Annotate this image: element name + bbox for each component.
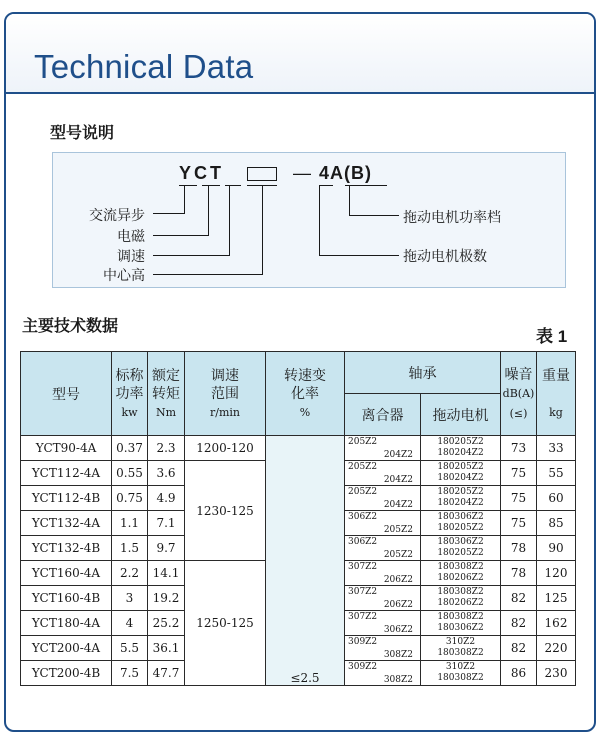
cell-torque: 7.1	[148, 511, 185, 536]
header-power-unit: kw	[121, 405, 138, 419]
motor-bearing-1: 180306Z2	[437, 512, 484, 522]
cell-torque: 4.9	[148, 486, 185, 511]
cell-bearing-clutch	[345, 536, 421, 561]
underline-c	[202, 185, 220, 186]
connector-line	[153, 213, 185, 214]
cell-bearing-clutch	[345, 561, 421, 586]
cell-noise: 73	[501, 436, 537, 461]
motor-bearing-2: 180204Z2	[437, 448, 484, 458]
cell-model: YCT112-4B	[21, 486, 112, 511]
header-bearing-clutch: 离合器	[345, 394, 421, 436]
motor-bearing-2: 180306Z2	[437, 623, 484, 633]
motor-bearing-1: 180308Z2	[437, 562, 484, 572]
header-speed-range-line1: 调速	[211, 366, 239, 383]
connector-line	[319, 185, 320, 255]
cell-weight: 120	[537, 561, 576, 586]
cell-power: 5.5	[112, 636, 148, 661]
cell-model: YCT200-4B	[21, 661, 112, 686]
model-explanation-heading: 型号说明	[50, 125, 115, 142]
cell-model: YCT180-4A	[21, 611, 112, 636]
model-code-prefix: YCT	[179, 163, 224, 183]
connector-line	[153, 255, 230, 256]
clutch-bearing-2: 204Z2	[383, 450, 413, 460]
connector-line	[229, 185, 230, 255]
cell-model: YCT90-4A	[21, 436, 112, 461]
clutch-bearing-2: 308Z2	[383, 675, 413, 685]
header-speed-range-unit: r/min	[210, 405, 240, 419]
header-speed-var-line2: 化率	[291, 384, 319, 401]
cell-weight: 90	[537, 536, 576, 561]
cell-bearing-motor	[421, 611, 501, 636]
cell-noise: 82	[501, 611, 537, 636]
cell-torque: 19.2	[148, 586, 185, 611]
motor-bearing-1: 180205Z2	[437, 487, 484, 497]
motor-bearing-1: 180308Z2	[437, 587, 484, 597]
header-torque	[148, 352, 185, 436]
clutch-bearing-2: 308Z2	[383, 650, 413, 660]
cell-torque: 9.7	[148, 536, 185, 561]
clutch-bearing-1: 307Z2	[348, 562, 378, 572]
cell-power: 0.75	[112, 486, 148, 511]
cell-torque: 47.7	[148, 661, 185, 686]
cell-bearing-motor	[421, 436, 501, 461]
header-speed-variation	[266, 352, 345, 436]
cell-bearing-motor	[421, 586, 501, 611]
cell-noise: 78	[501, 561, 537, 586]
motor-bearing-2: 180206Z2	[437, 598, 484, 608]
clutch-bearing-1: 306Z2	[348, 512, 378, 522]
model-code-diagram	[52, 152, 566, 288]
clutch-bearing-2: 306Z2	[383, 625, 413, 635]
cell-bearing-clutch	[345, 486, 421, 511]
label-center-height: 中心高	[103, 267, 145, 283]
cell-model: YCT112-4A	[21, 461, 112, 486]
cell-power: 4	[112, 611, 148, 636]
clutch-bearing-1: 307Z2	[348, 612, 378, 622]
cell-bearing-motor	[421, 536, 501, 561]
cell-weight: 33	[537, 436, 576, 461]
header-torque-unit: Nm	[155, 405, 177, 419]
header-noise	[501, 352, 537, 436]
clutch-bearing-1: 205Z2	[348, 462, 378, 472]
cell-model: YCT132-4A	[21, 511, 112, 536]
cell-model: YCT160-4A	[21, 561, 112, 586]
cell-bearing-clutch	[345, 436, 421, 461]
label-speed-regulation: 调速	[117, 248, 145, 264]
label-electromagnetic: 电磁	[117, 228, 145, 244]
cell-noise: 78	[501, 536, 537, 561]
underline-y	[179, 185, 197, 186]
cell-power: 0.37	[112, 436, 148, 461]
motor-bearing-1: 310Z2	[445, 662, 476, 672]
cell-speed-range: 1250-125	[185, 561, 266, 686]
cell-bearing-motor	[421, 636, 501, 661]
header-model: 型号	[21, 352, 112, 436]
cell-speed-range: 1200-120	[185, 436, 266, 461]
cell-noise: 82	[501, 636, 537, 661]
motor-bearing-2: 180204Z2	[437, 473, 484, 483]
cell-speed-variation: ≤2.5	[266, 436, 345, 686]
connector-line	[208, 185, 209, 235]
label-motor-poles: 拖动电机极数	[403, 248, 487, 264]
table-number: 表 1	[536, 327, 568, 346]
cell-power: 1.1	[112, 511, 148, 536]
cell-torque: 2.3	[148, 436, 185, 461]
center-height-box	[247, 167, 277, 181]
header-noise-unit: dB(A)	[502, 386, 535, 400]
clutch-bearing-1: 309Z2	[348, 662, 378, 672]
cell-weight: 230	[537, 661, 576, 686]
header-speed-range-line2: 范围	[211, 384, 239, 401]
motor-bearing-2: 180206Z2	[437, 573, 484, 583]
table-row	[21, 436, 576, 461]
clutch-bearing-1: 205Z2	[348, 437, 378, 447]
header-speed-var-line1: 转速变	[284, 366, 326, 383]
clutch-bearing-2: 206Z2	[383, 600, 413, 610]
header-weight-line1: 重量	[542, 366, 570, 383]
motor-bearing-2: 180204Z2	[437, 498, 484, 508]
cell-bearing-clutch	[345, 461, 421, 486]
cell-torque: 3.6	[148, 461, 185, 486]
cell-weight: 220	[537, 636, 576, 661]
clutch-bearing-2: 205Z2	[383, 550, 413, 560]
cell-model: YCT160-4B	[21, 586, 112, 611]
cell-bearing-clutch	[345, 511, 421, 536]
cell-bearing-motor	[421, 561, 501, 586]
header-weight-unit: kg	[549, 405, 563, 419]
motor-bearing-2: 180205Z2	[437, 523, 484, 533]
connector-line	[349, 215, 399, 216]
cell-noise: 75	[501, 461, 537, 486]
header-noise-line1: 噪音	[504, 365, 533, 382]
connector-line	[319, 255, 399, 256]
clutch-bearing-2: 204Z2	[383, 475, 413, 485]
header-noise-limit: (≤)	[509, 406, 528, 420]
cell-weight: 85	[537, 511, 576, 536]
connector-line	[184, 185, 185, 213]
cell-weight: 125	[537, 586, 576, 611]
cell-bearing-motor	[421, 511, 501, 536]
cell-bearing-motor	[421, 486, 501, 511]
cell-bearing-clutch	[345, 586, 421, 611]
motor-bearing-1: 180308Z2	[437, 612, 484, 622]
cell-model: YCT200-4A	[21, 636, 112, 661]
cell-model: YCT132-4B	[21, 536, 112, 561]
cell-bearing-clutch	[345, 636, 421, 661]
motor-bearing-1: 180205Z2	[437, 437, 484, 447]
page-title: Technical Data	[34, 48, 254, 85]
header-power	[112, 352, 148, 436]
label-ac-async: 交流异步	[89, 207, 145, 223]
cell-bearing-clutch	[345, 611, 421, 636]
motor-bearing-2: 180308Z2	[437, 673, 484, 683]
underline-4	[319, 185, 333, 186]
clutch-bearing-1: 307Z2	[348, 587, 378, 597]
cell-noise: 75	[501, 511, 537, 536]
cell-bearing-motor	[421, 461, 501, 486]
cell-power: 2.2	[112, 561, 148, 586]
cell-bearing-motor	[421, 661, 501, 686]
model-code-suffix: 4A(B)	[319, 163, 372, 183]
cell-weight: 60	[537, 486, 576, 511]
connector-line	[153, 274, 263, 275]
header-torque-line2: 转矩	[152, 384, 180, 401]
header-band	[6, 14, 594, 94]
underline-ab	[345, 185, 387, 186]
cell-noise: 86	[501, 661, 537, 686]
cell-power: 0.55	[112, 461, 148, 486]
motor-bearing-2: 180205Z2	[437, 548, 484, 558]
header-power-line1: 标称	[115, 366, 144, 383]
main-tech-data-heading: 主要技术数据	[22, 318, 119, 335]
cell-weight: 162	[537, 611, 576, 636]
header-torque-line1: 额定	[152, 366, 180, 383]
clutch-bearing-1: 205Z2	[348, 487, 378, 497]
cell-noise: 82	[501, 586, 537, 611]
clutch-bearing-2: 204Z2	[383, 500, 413, 510]
cell-torque: 14.1	[148, 561, 185, 586]
connector-line	[153, 235, 209, 236]
cell-bearing-clutch	[345, 661, 421, 686]
underline-t	[225, 185, 241, 186]
motor-bearing-1: 310Z2	[445, 637, 476, 647]
clutch-bearing-1: 306Z2	[348, 537, 378, 547]
clutch-bearing-2: 206Z2	[383, 575, 413, 585]
motor-bearing-2: 180308Z2	[437, 648, 484, 658]
cell-noise: 75	[501, 486, 537, 511]
clutch-bearing-1: 309Z2	[348, 637, 378, 647]
cell-power: 3	[112, 586, 148, 611]
connector-line	[349, 185, 350, 215]
header-weight	[537, 352, 576, 436]
header-speed-range	[185, 352, 266, 436]
model-code-dash: —	[293, 163, 311, 183]
cell-torque: 36.1	[148, 636, 185, 661]
cell-power: 7.5	[112, 661, 148, 686]
motor-bearing-1: 180205Z2	[437, 462, 484, 472]
header-power-line2: 功率	[115, 384, 144, 401]
header-bearing-motor: 拖动电机	[421, 394, 501, 436]
cell-speed-range: 1230-125	[185, 461, 266, 561]
connector-line	[262, 185, 263, 274]
cell-torque: 25.2	[148, 611, 185, 636]
header-bearing: 轴承	[345, 352, 501, 394]
tech-data-table	[20, 351, 576, 686]
label-motor-power-rank: 拖动电机功率档	[403, 209, 501, 225]
cell-power: 1.5	[112, 536, 148, 561]
clutch-bearing-2: 205Z2	[383, 525, 413, 535]
cell-weight: 55	[537, 461, 576, 486]
motor-bearing-1: 180306Z2	[437, 537, 484, 547]
header-speed-var-unit: %	[299, 405, 311, 419]
